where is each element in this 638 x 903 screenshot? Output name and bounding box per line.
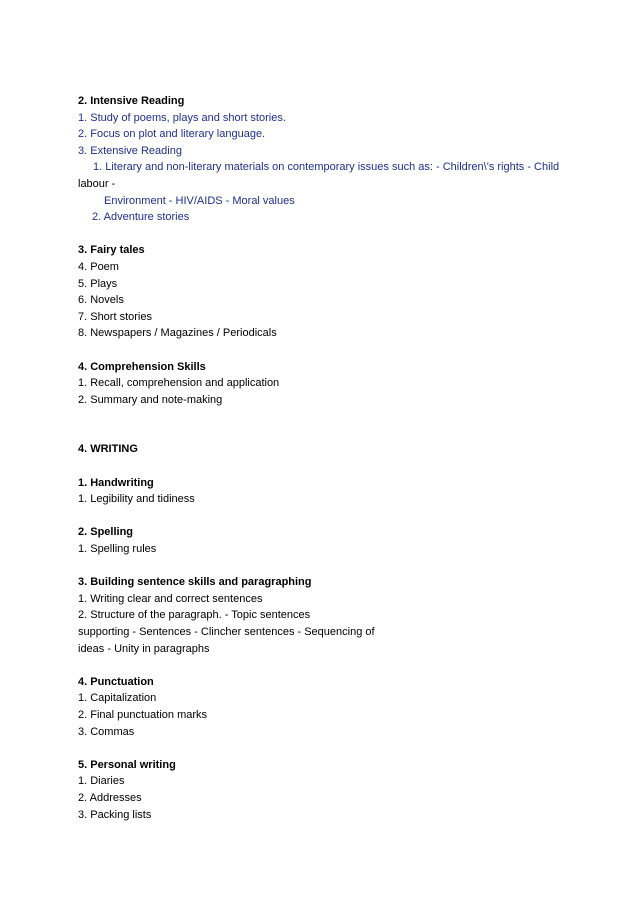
spacer — [78, 458, 598, 475]
sentence-item: 1. Writing clear and correct sentences — [78, 592, 263, 605]
extensive-reading-heading: 3. Extensive Reading — [78, 144, 182, 157]
comprehension-heading: 4. Comprehension Skills — [78, 360, 206, 373]
personal-item: 3. Packing lists — [78, 808, 152, 821]
genre-item: 4. Poem — [78, 260, 119, 273]
extensive-item-2: 2. Adventure stories — [92, 211, 190, 224]
intensive-item: 1. Study of poems, plays and short stories. — [78, 111, 286, 124]
handwriting-heading: 1. Handwriting — [78, 476, 154, 489]
genre-item: 5. Plays — [78, 277, 118, 290]
spacer — [78, 558, 598, 575]
genre-item: 6. Novels — [78, 294, 124, 307]
spacer — [78, 508, 598, 525]
punctuation-heading: 4. Punctuation — [78, 675, 154, 688]
personal-item: 2. Addresses — [78, 791, 142, 804]
punctuation-item: 3. Commas — [78, 725, 135, 738]
spelling-item: 1. Spelling rules — [78, 543, 157, 556]
personal-item: 1. Diaries — [78, 775, 125, 788]
fairy-tales-heading: 3. Fairy tales — [78, 244, 145, 257]
punctuation-item: 2. Final punctuation marks — [78, 708, 208, 721]
spacer — [78, 408, 598, 441]
spacer — [78, 342, 598, 359]
extensive-item-1-line2: labour - — [78, 177, 116, 190]
intensive-item: 2. Focus on plot and literary language. — [78, 128, 266, 141]
spelling-heading: 2. Spelling — [78, 526, 134, 539]
sentence-item: supporting - Sentences - Clincher sentences - Sequencing of — [78, 626, 375, 638]
intensive-reading-heading: 2. Intensive Reading — [78, 95, 185, 107]
comprehension-item: 2. Summary and note-making — [78, 393, 223, 406]
sentence-item: ideas - Unity in paragraphs — [78, 642, 210, 655]
comprehension-item: 1. Recall, comprehension and application — [78, 377, 280, 390]
punctuation-item: 1. Capitalization — [78, 692, 157, 705]
sentence-item: 2. Structure of the paragraph. - Topic sentences — [78, 609, 311, 622]
spacer — [78, 226, 598, 243]
spacer — [78, 740, 598, 757]
personal-writing-heading: 5. Personal writing — [78, 758, 176, 771]
writing-heading: 4. WRITING — [78, 443, 138, 456]
extensive-item-1-line1: 1. Literary and non-literary materials on contemporary issues such as: - Children\'s rights - Child — [93, 161, 560, 174]
handwriting-item: 1. Legibility and tidiness — [78, 493, 195, 506]
spacer — [78, 657, 598, 674]
sentence-skills-heading: 3. Building sentence skills and paragraphing — [78, 576, 312, 589]
extensive-item-1-line3: Environment - HIV/AIDS - Moral values — [104, 194, 295, 207]
document-page — [78, 93, 598, 823]
genre-item: 8. Newspapers / Magazines / Periodicals — [78, 327, 277, 340]
genre-item: 7. Short stories — [78, 310, 152, 323]
